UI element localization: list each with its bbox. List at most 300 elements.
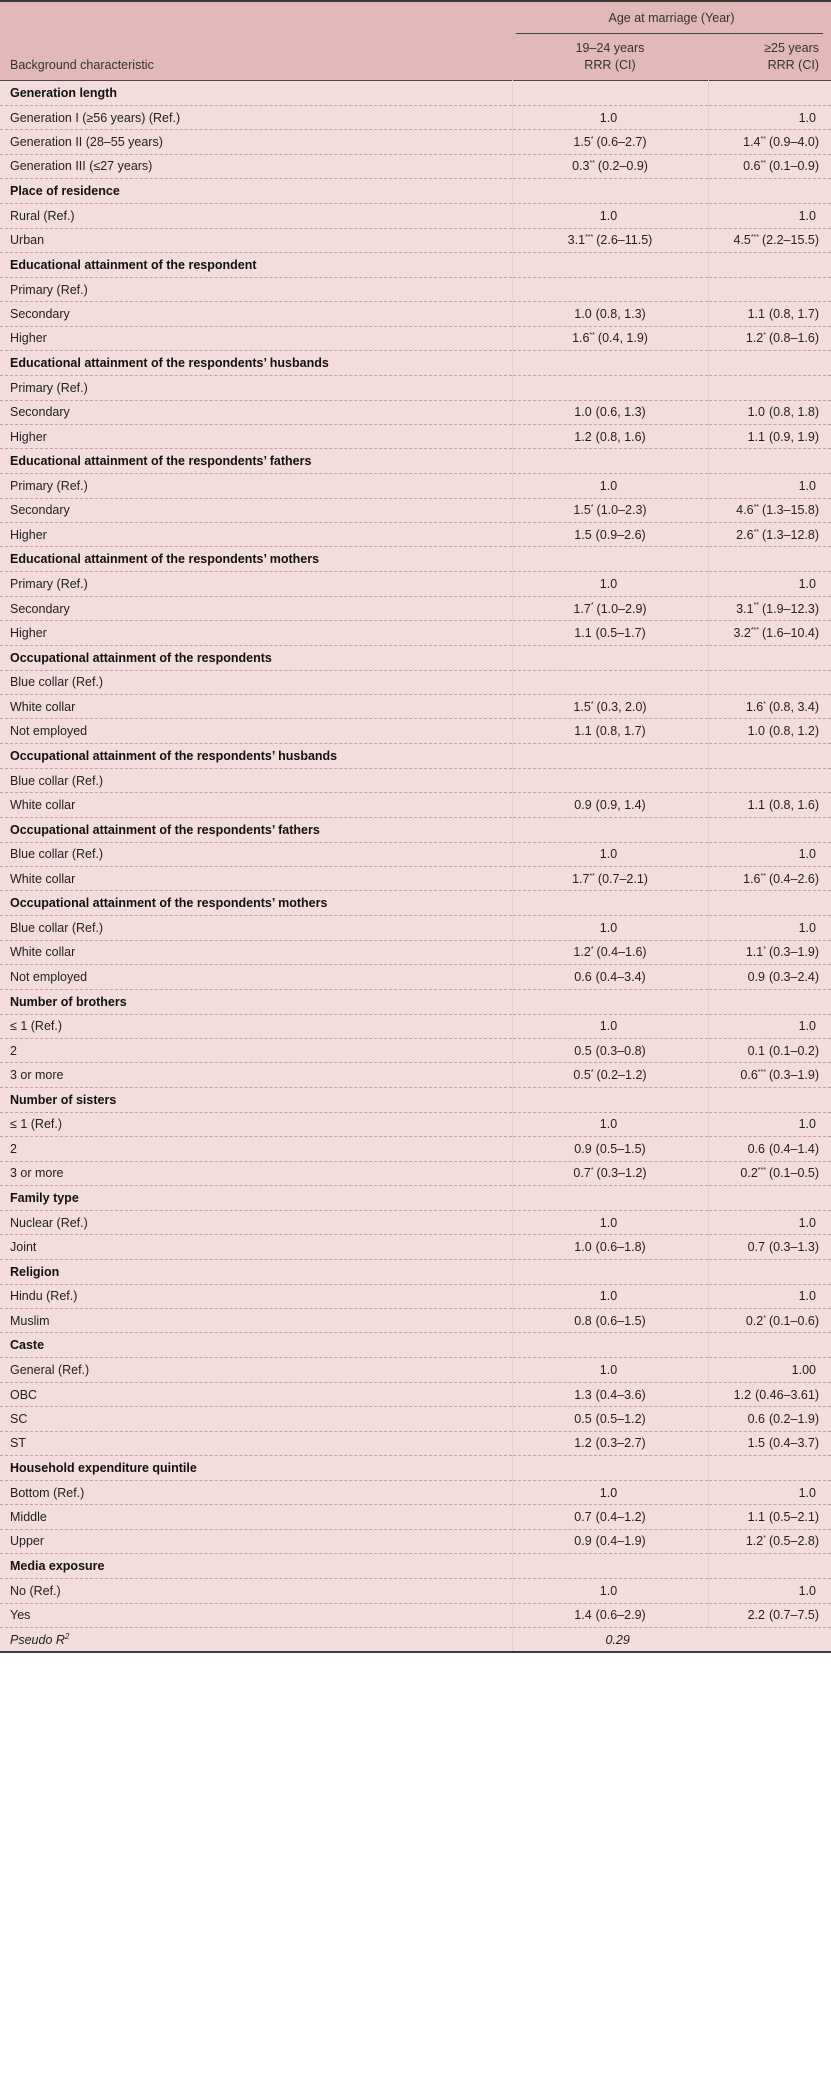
rrr-cell-19-24 xyxy=(512,400,708,424)
confidence-interval: (0.5–1.5) xyxy=(595,1141,646,1156)
empty-cell xyxy=(512,1259,708,1284)
confidence-interval: (0.4–3.4) xyxy=(595,969,646,984)
row-label: Blue collar (Ref.) xyxy=(0,670,512,694)
rrr-cell-25-plus xyxy=(708,866,831,890)
table-row xyxy=(0,965,831,989)
confidence-interval: (0.8, 1.2) xyxy=(768,724,819,739)
section-title: Household expenditure quintile xyxy=(0,1456,512,1481)
rrr-value: 1.0 xyxy=(798,847,816,862)
significance-marker: ** xyxy=(589,872,595,880)
rrr-value: 1.1 xyxy=(747,1510,765,1525)
rrr-value: 1.2 xyxy=(574,1436,592,1451)
table-row xyxy=(0,866,831,890)
table-row xyxy=(0,768,831,792)
rrr-value: 1.5 xyxy=(747,1436,765,1451)
rrr-value: 1.2 xyxy=(745,1534,764,1549)
section-title: Occupational attainment of the respondents xyxy=(0,645,512,670)
row-label: Secondary xyxy=(0,596,512,620)
significance-marker: * xyxy=(590,1167,594,1175)
confidence-interval: (0.4–2.6) xyxy=(768,871,819,886)
row-label: 2 xyxy=(0,1038,512,1062)
row-label: White collar xyxy=(0,940,512,964)
rrr-cell-25-plus xyxy=(708,768,831,792)
rrr-value: 1.5 xyxy=(574,527,592,542)
rrr-cell-25-plus xyxy=(708,1161,831,1185)
rrr-value: 1.0 xyxy=(798,1583,816,1598)
confidence-interval: (0.3–2.7) xyxy=(595,1436,646,1451)
background-characteristic-header: Background characteristic xyxy=(0,1,512,81)
confidence-interval: (0.4–1.9) xyxy=(595,1534,646,1549)
rrr-cell-25-plus xyxy=(708,1603,831,1627)
group-header-rule xyxy=(516,33,823,34)
row-label: Middle xyxy=(0,1505,512,1529)
empty-cell xyxy=(708,547,831,572)
significance-marker: ** xyxy=(589,332,595,340)
rrr-cell-19-24 xyxy=(512,1284,708,1308)
rrr-cell-25-plus xyxy=(708,1431,831,1455)
rrr-value: 2.2 xyxy=(747,1608,765,1623)
empty-cell xyxy=(512,1185,708,1210)
section-title: Caste xyxy=(0,1333,512,1358)
rrr-value: 1.0 xyxy=(798,208,816,223)
table-row xyxy=(0,719,831,743)
rrr-cell-19-24 xyxy=(512,793,708,817)
rrr-cell-19-24 xyxy=(512,1358,708,1382)
rrr-value: 1.0 xyxy=(798,1485,816,1500)
rrr-cell-25-plus xyxy=(708,1505,831,1529)
significance-marker: * xyxy=(763,700,766,708)
section-title: Educational attainment of the respondent xyxy=(0,252,512,277)
confidence-interval: (0.9, 1.9) xyxy=(768,429,819,444)
empty-cell xyxy=(512,252,708,277)
rrr-value: 1.0 xyxy=(798,1117,816,1132)
table-row xyxy=(0,596,831,620)
rrr-value: 0.2 xyxy=(740,1166,758,1181)
rrr-cell-19-24 xyxy=(512,326,708,350)
rrr-cell-19-24 xyxy=(512,1112,708,1136)
rrr-cell-19-24 xyxy=(512,940,708,964)
section-header-row xyxy=(0,1333,831,1358)
confidence-interval: (0.8–1.6) xyxy=(768,331,819,346)
row-label: Secondary xyxy=(0,400,512,424)
significance-marker: * xyxy=(763,1314,766,1322)
confidence-interval: (0.5–1.2) xyxy=(595,1411,646,1426)
pseudo-r2-label xyxy=(0,1627,512,1652)
rrr-cell-19-24 xyxy=(512,1210,708,1234)
confidence-interval: (0.2–0.9) xyxy=(597,159,648,174)
row-label: Blue collar (Ref.) xyxy=(0,768,512,792)
rrr-cell-25-plus xyxy=(708,572,831,596)
rrr-cell-25-plus xyxy=(708,1309,831,1333)
significance-marker: ** xyxy=(760,160,766,168)
rrr-value: 3.1 xyxy=(736,601,754,616)
rrr-cell-25-plus xyxy=(708,1358,831,1382)
table-row xyxy=(0,376,831,400)
column-header-25-plus xyxy=(708,34,831,81)
rrr-cell-25-plus xyxy=(708,130,831,154)
significance-marker: * xyxy=(763,1535,766,1543)
column-header-line1: ≥25 years xyxy=(764,41,819,55)
rrr-value: 3.2 xyxy=(733,625,751,640)
rrr-cell-19-24 xyxy=(512,695,708,719)
table-row xyxy=(0,1603,831,1627)
rrr-cell-25-plus xyxy=(708,302,831,326)
rrr-value: 1.0 xyxy=(574,1239,592,1254)
table-row xyxy=(0,1529,831,1553)
confidence-interval: (0.3, 2.0) xyxy=(596,699,647,714)
rrr-value: 1.0 xyxy=(599,1215,618,1230)
empty-cell xyxy=(512,645,708,670)
row-label: Muslim xyxy=(0,1309,512,1333)
rrr-value: 1.0 xyxy=(599,577,618,592)
row-label: Secondary xyxy=(0,302,512,326)
pseudo-r2-text: Pseudo R xyxy=(10,1632,65,1647)
rrr-cell-25-plus xyxy=(708,474,831,498)
rrr-value: 1.0 xyxy=(574,405,592,420)
row-label: Not employed xyxy=(0,965,512,989)
section-header-row xyxy=(0,449,831,474)
rrr-value: 4.6 xyxy=(736,503,754,518)
rrr-cell-25-plus xyxy=(708,1382,831,1406)
rrr-cell-19-24 xyxy=(512,523,708,547)
rrr-cell-25-plus xyxy=(708,400,831,424)
significance-marker: * xyxy=(590,602,594,610)
section-title: Educational attainment of the respondents’ fathers xyxy=(0,449,512,474)
row-label: No (Ref.) xyxy=(0,1579,512,1603)
section-header-row xyxy=(0,1087,831,1112)
rrr-cell-25-plus xyxy=(708,916,831,940)
rrr-value: 1.6 xyxy=(745,699,764,714)
significance-marker: *** xyxy=(585,234,594,242)
rrr-value: 1.5 xyxy=(573,135,591,150)
table-row xyxy=(0,1431,831,1455)
rrr-cell-19-24 xyxy=(512,106,708,130)
rrr-value: 1.2 xyxy=(733,1387,752,1402)
rrr-cell-19-24 xyxy=(512,376,708,400)
rrr-cell-25-plus xyxy=(708,965,831,989)
rrr-cell-25-plus xyxy=(708,228,831,252)
rrr-cell-19-24 xyxy=(512,1505,708,1529)
table-row xyxy=(0,670,831,694)
row-label: Higher xyxy=(0,326,512,350)
row-label: Blue collar (Ref.) xyxy=(0,842,512,866)
table-row xyxy=(0,498,831,522)
pseudo-r2-value: 0.29 xyxy=(512,1627,831,1652)
rrr-cell-25-plus xyxy=(708,1579,831,1603)
rrr-cell-19-24 xyxy=(512,1161,708,1185)
confidence-interval: (0.3–2.4) xyxy=(768,969,819,984)
rrr-value: 1.0 xyxy=(798,577,816,592)
section-header-row xyxy=(0,81,831,106)
confidence-interval: (0.4–1.6) xyxy=(596,945,647,960)
rrr-cell-25-plus xyxy=(708,596,831,620)
rrr-cell-25-plus xyxy=(708,376,831,400)
confidence-interval: (0.8, 1.3) xyxy=(595,307,646,322)
rrr-value: 1.0 xyxy=(599,208,618,223)
rrr-cell-25-plus xyxy=(708,326,831,350)
section-title: Generation length xyxy=(0,81,512,106)
rrr-cell-25-plus xyxy=(708,621,831,645)
row-label: ≤ 1 (Ref.) xyxy=(0,1112,512,1136)
row-label: White collar xyxy=(0,866,512,890)
table-row xyxy=(0,1161,831,1185)
confidence-interval: (0.3–1.3) xyxy=(768,1239,819,1254)
empty-cell xyxy=(512,1087,708,1112)
confidence-interval: (0.5–2.8) xyxy=(768,1534,819,1549)
significance-marker: ** xyxy=(760,135,766,143)
row-label: Primary (Ref.) xyxy=(0,376,512,400)
column-header-line2: RRR (CI) xyxy=(584,58,636,72)
table-row xyxy=(0,842,831,866)
rrr-value: 1.3 xyxy=(574,1387,592,1402)
confidence-interval: (0.3–1.9) xyxy=(768,1068,819,1083)
rrr-cell-25-plus xyxy=(708,277,831,301)
confidence-interval: (1.3–15.8) xyxy=(762,503,819,518)
rrr-value: 1.0 xyxy=(747,724,765,739)
significance-marker: *** xyxy=(750,234,760,242)
confidence-interval: (0.1–0.5) xyxy=(768,1166,819,1181)
section-title: Educational attainment of the respondents’ husbands xyxy=(0,351,512,376)
pseudo-r2-row xyxy=(0,1627,831,1652)
rrr-value: 0.2 xyxy=(745,1313,764,1328)
confidence-interval: (0.6–2.7) xyxy=(596,135,647,150)
table-row xyxy=(0,572,831,596)
rrr-value: 1.0 xyxy=(599,921,618,936)
confidence-interval: (0.9–4.0) xyxy=(768,135,819,150)
rrr-cell-25-plus xyxy=(708,793,831,817)
table-row xyxy=(0,1063,831,1087)
confidence-interval: (2.2–15.5) xyxy=(762,233,819,248)
rrr-value: 1.0 xyxy=(574,307,592,322)
row-label: Joint xyxy=(0,1235,512,1259)
rrr-cell-19-24 xyxy=(512,1309,708,1333)
row-label: 2 xyxy=(0,1137,512,1161)
section-header-row xyxy=(0,1185,831,1210)
rrr-cell-25-plus xyxy=(708,1112,831,1136)
table-row xyxy=(0,1235,831,1259)
rrr-cell-19-24 xyxy=(512,621,708,645)
significance-marker: * xyxy=(590,700,594,708)
significance-marker: ** xyxy=(760,872,766,880)
rrr-cell-25-plus xyxy=(708,695,831,719)
confidence-interval: (0.6–1.8) xyxy=(595,1239,646,1254)
table-body xyxy=(0,81,831,1653)
rrr-value: 0.7 xyxy=(573,1166,591,1181)
rrr-value: 1.6 xyxy=(572,331,590,346)
rrr-value: 1.5 xyxy=(573,699,591,714)
empty-cell xyxy=(708,1456,831,1481)
table-row xyxy=(0,400,831,424)
rrr-value: 3.1 xyxy=(567,233,586,248)
rrr-cell-25-plus xyxy=(708,106,831,130)
table-row xyxy=(0,1358,831,1382)
table-row xyxy=(0,916,831,940)
rrr-value: 1.5 xyxy=(573,503,591,518)
row-label: 3 or more xyxy=(0,1063,512,1087)
section-title: Educational attainment of the respondents’ mothers xyxy=(0,547,512,572)
empty-cell xyxy=(708,891,831,916)
significance-marker: *** xyxy=(757,1167,766,1175)
empty-cell xyxy=(708,1087,831,1112)
significance-marker: * xyxy=(590,1068,594,1076)
table-row xyxy=(0,793,831,817)
rrr-cell-19-24 xyxy=(512,302,708,326)
rrr-value: 1.2 xyxy=(745,331,764,346)
rrr-value: 1.0 xyxy=(599,1019,618,1034)
table-row xyxy=(0,228,831,252)
row-label: Bottom (Ref.) xyxy=(0,1481,512,1505)
table-row xyxy=(0,106,831,130)
table-row xyxy=(0,1309,831,1333)
rrr-value: 0.6 xyxy=(747,1141,765,1156)
rrr-cell-19-24 xyxy=(512,474,708,498)
confidence-interval: (0.1–0.2) xyxy=(768,1043,819,1058)
confidence-interval: (1.9–12.3) xyxy=(762,601,819,616)
significance-marker: ** xyxy=(753,528,760,536)
rrr-value: 1.1 xyxy=(745,945,764,960)
rrr-cell-19-24 xyxy=(512,424,708,448)
section-title: Occupational attainment of the respondents’ fathers xyxy=(0,817,512,842)
rrr-cell-19-24 xyxy=(512,1579,708,1603)
rrr-value: 1.1 xyxy=(747,307,765,322)
row-label: Higher xyxy=(0,424,512,448)
table-row xyxy=(0,424,831,448)
empty-cell xyxy=(708,817,831,842)
row-label: Nuclear (Ref.) xyxy=(0,1210,512,1234)
rrr-value: 1.1 xyxy=(574,724,592,739)
rrr-value: 1.0 xyxy=(798,921,816,936)
rrr-cell-25-plus xyxy=(708,842,831,866)
rrr-cell-25-plus xyxy=(708,1038,831,1062)
confidence-interval: (0.6–1.5) xyxy=(595,1313,646,1328)
rrr-value: 1.6 xyxy=(743,871,761,886)
rrr-value: 1.0 xyxy=(798,478,816,493)
table-row xyxy=(0,154,831,178)
rrr-cell-19-24 xyxy=(512,130,708,154)
rrr-cell-19-24 xyxy=(512,719,708,743)
rrr-value: 1.1 xyxy=(574,625,592,640)
rrr-cell-25-plus xyxy=(708,1481,831,1505)
rrr-cell-19-24 xyxy=(512,1382,708,1406)
significance-marker: ** xyxy=(753,504,760,512)
confidence-interval: (0.4–1.2) xyxy=(595,1510,646,1525)
empty-cell xyxy=(708,1259,831,1284)
rrr-cell-25-plus xyxy=(708,424,831,448)
rrr-value: 1.7 xyxy=(573,601,591,616)
section-title: Place of residence xyxy=(0,179,512,204)
rrr-cell-25-plus xyxy=(708,523,831,547)
empty-cell xyxy=(708,179,831,204)
rrr-value: 1.0 xyxy=(798,1019,816,1034)
rrr-value: 1.0 xyxy=(599,847,618,862)
rrr-value: 0.8 xyxy=(574,1313,592,1328)
significance-marker: * xyxy=(590,135,594,143)
rrr-cell-25-plus xyxy=(708,719,831,743)
rrr-value: 1.0 xyxy=(599,1363,618,1378)
rrr-cell-19-24 xyxy=(512,1529,708,1553)
confidence-interval: (0.4–3.7) xyxy=(768,1436,819,1451)
significance-marker: * xyxy=(763,332,766,340)
row-label: Upper xyxy=(0,1529,512,1553)
confidence-interval: (0.2–1.9) xyxy=(768,1411,819,1426)
section-title: Number of brothers xyxy=(0,989,512,1014)
section-title: Occupational attainment of the respondents’ husbands xyxy=(0,743,512,768)
table-header xyxy=(0,1,831,81)
rrr-value: 1.0 xyxy=(798,1289,816,1304)
rrr-cell-19-24 xyxy=(512,768,708,792)
rrr-cell-25-plus xyxy=(708,940,831,964)
rrr-cell-19-24 xyxy=(512,916,708,940)
section-header-row xyxy=(0,817,831,842)
table-row xyxy=(0,277,831,301)
empty-cell xyxy=(512,1554,708,1579)
group-header-label: Age at marriage (Year) xyxy=(608,11,735,25)
row-label: Higher xyxy=(0,621,512,645)
table-row xyxy=(0,302,831,326)
rrr-cell-19-24 xyxy=(512,596,708,620)
confidence-interval: (0.8, 1.6) xyxy=(768,797,819,812)
rrr-cell-25-plus xyxy=(708,1137,831,1161)
row-label: Primary (Ref.) xyxy=(0,572,512,596)
empty-cell xyxy=(512,547,708,572)
table-row xyxy=(0,940,831,964)
row-label: SC xyxy=(0,1407,512,1431)
confidence-interval: (0.4–3.6) xyxy=(595,1387,646,1402)
rrr-value: 1.1 xyxy=(747,797,765,812)
table-row xyxy=(0,474,831,498)
section-title: Religion xyxy=(0,1259,512,1284)
rrr-value: 0.1 xyxy=(747,1043,765,1058)
empty-cell xyxy=(512,989,708,1014)
rrr-value: 0.5 xyxy=(573,1068,591,1083)
empty-cell xyxy=(708,743,831,768)
row-label: Generation III (≤27 years) xyxy=(0,154,512,178)
section-header-row xyxy=(0,252,831,277)
row-label: OBC xyxy=(0,1382,512,1406)
confidence-interval: (0.9, 1.4) xyxy=(595,797,646,812)
significance-marker: * xyxy=(590,504,594,512)
rrr-value: 0.9 xyxy=(574,1534,592,1549)
table-row xyxy=(0,621,831,645)
confidence-interval: (0.7–2.1) xyxy=(597,871,648,886)
table-row xyxy=(0,130,831,154)
rrr-cell-19-24 xyxy=(512,1407,708,1431)
section-header-row xyxy=(0,743,831,768)
confidence-interval: (0.8, 1.8) xyxy=(768,405,819,420)
column-header-line1: 19–24 years xyxy=(575,41,645,55)
empty-cell xyxy=(512,351,708,376)
rrr-cell-19-24 xyxy=(512,277,708,301)
rrr-value: 0.5 xyxy=(574,1411,592,1426)
table-row xyxy=(0,1014,831,1038)
row-label: White collar xyxy=(0,695,512,719)
rrr-cell-19-24 xyxy=(512,228,708,252)
table-row xyxy=(0,1505,831,1529)
section-title: Media exposure xyxy=(0,1554,512,1579)
section-header-row xyxy=(0,1456,831,1481)
empty-cell xyxy=(708,1333,831,1358)
table-row xyxy=(0,695,831,719)
empty-cell xyxy=(512,81,708,106)
table-row xyxy=(0,1038,831,1062)
row-label: Hindu (Ref.) xyxy=(0,1284,512,1308)
confidence-interval: (0.6–2.9) xyxy=(595,1608,646,1623)
confidence-interval: (0.9–2.6) xyxy=(595,527,646,542)
rrr-value: 1.4 xyxy=(743,135,761,150)
confidence-interval: (0.3–1.2) xyxy=(596,1166,647,1181)
column-header-line2: RRR (CI) xyxy=(767,58,819,72)
rrr-cell-19-24 xyxy=(512,965,708,989)
